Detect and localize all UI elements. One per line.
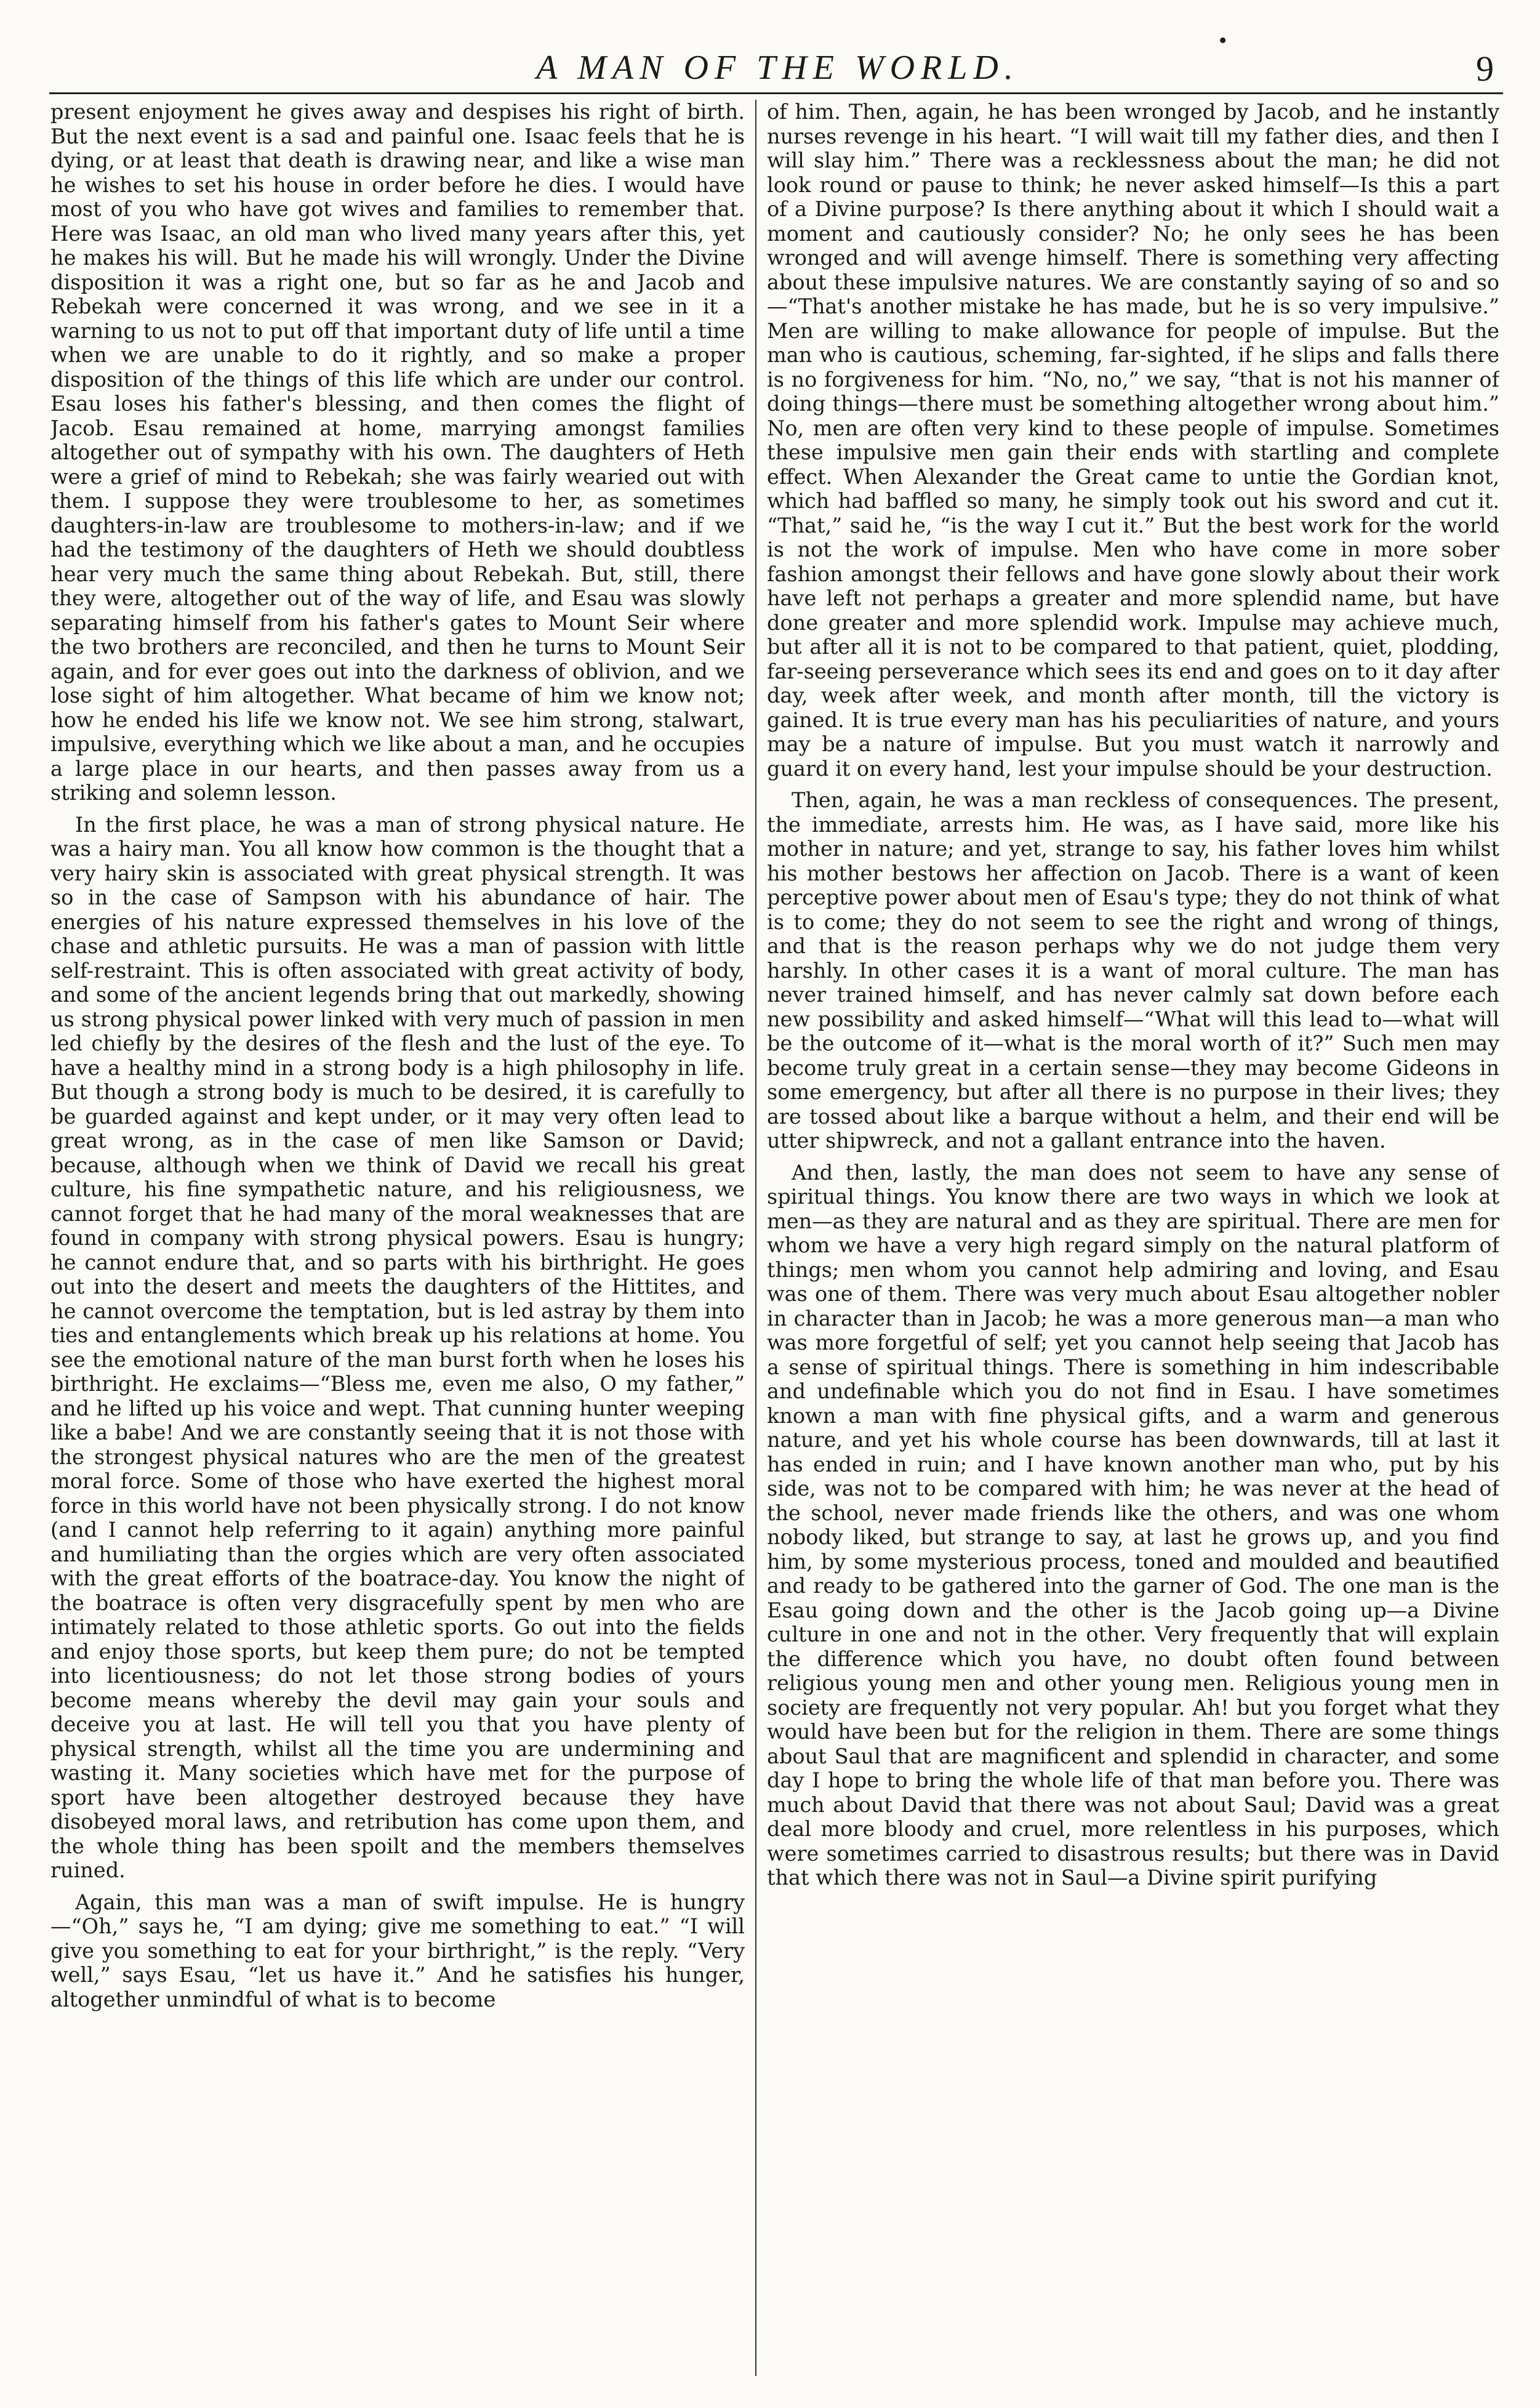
paragraph: And then, lastly, the man does not seem to have any sense of spiritual things. You know there are two ways in which we look at men—as they are natural and as they are spiritual. There are men for whom we have a very high regard simply on the natural platform of things; men whom you cannot help admiring and loving, and Esau was one of them. There was very much about Esau altogether nobler in character than in Jacob; he was a more generous man—a man who was more forgetful of self; yet you cannot help seeing that Jacob has a sense of spiritual things. There is something in him indescribable and undefinable which you do not find in Esau. I have sometimes known a man with fine physical gifts, and a warm and generous nature, and yet his whole course has been downwards, till at last it has ended in ruin; and I have known another man who, put by his side, was not to be compared with him; he was never at the head of the school, never made friends like the others, and was one whom nobody liked, but strange to say, at last he grows up, and you find him, by some mysterious process, toned and moulded and beautified and ready to be gathered into the garner of God. The one man is the Esau going down and the other is the Jacob going up—a Divine culture in one and not in the other. Very frequently that will explain the difference which you have, no doubt often found between religious young men and other young men. Religious young men in society are frequently not very popular. Ah! but you forget what they would have been but for the religion in them. There are some things about Saul that are magnificent and splendid in character, and some day I hope to bring the whole life of that man before you. There was much about David that there was not about Saul; David was a great deal more bloody and cruel, more relentless in his purposes, which were sometimes carried to disastrous results; but there was in David that which there was not in Saul—a Divine spirit purifying: [767, 1160, 1499, 1890]
running-header: [49, 23, 1506, 97]
paragraph: Then, again, he was a man reckless of consequences. The present, the immediate, arrests him. He was, as I have said, more like his mother in nature; and yet, strange to say, his father loves him whilst his mother bestows her affection on Jacob. There is a want of keen perceptive power about men of Esau's type; they do not think of what is to come; they do not seem to see the right and wrong of things, and that is the reason perhaps why we do not judge them very harshly. In other cases it is a want of moral culture. The man has never trained himself, and has never calmly sat down before each new possibility and asked himself—“What will this lead to—what will be the outcome of it—what is the moral worth of it?” Such men may become truly great in a certain sense—they may become Gideons in some emergency, but after all there is no purpose in their lives; they are tossed about like a barque without a helm, and their end will be utter shipwreck, and not a gallant entrance into the haven.: [767, 788, 1499, 1153]
paragraph: of him. Then, again, he has been wronged by Jacob, and he instantly nurses revenge in his heart. “I will wait till my father dies, and then I will slay him.” There was a recklessness about the man; he did not look round or pause to think; he never asked himself—Is this a part of a Divine purpose? Is there anything about it which I should wait a moment and cautiously consider? No; he only sees he has been wronged and will avenge himself. There is something very affecting about these impulsive natures. We are constantly saying of so and so—“That's another mistake he has made, but he is so very impulsive.” Men are willing to make allowance for people of impulse. But the man who is cautious, scheming, far-sighted, if he slips and falls there is no forgiveness for him. “No, no,” we say, “that is not his manner of doing things—there must be something altogether wrong about him.” No, men are often very kind to these people of impulse. Sometimes these impulsive men gain their ends with startling and complete effect. When Alexander the Great came to untie the Gordian knot, which had baffled so many, he simply took out his sword and cut it. “That,” said he, “is the way I cut it.” But the best work for the world is not the work of impulse. Men who have come in more sober fashion amongst their fellows and have gone slowly about their work have left not perhaps a greater and more splendid name, but have done greater and more splendid work. Impulse may achieve much, but after all it is not to be compared to that patient, quiet, plodding, far-seeing perseverance which sees its end and goes on to it day after day, week after week, and month after month, till the victory is gained. It is true every man has his peculiarities of nature, and yours may be a nature of impulse. But you must watch it narrowly and guard it on every hand, lest your impulse should be your destruction.: [767, 100, 1499, 781]
paragraph: present enjoyment he gives away and despises his right of birth. But the next event is a sad and painful one. Isaac feels that he is dying, or at least that death is drawing near, and like a wise man he wishes to set his house in order before he dies. I would have most of you who have got wives and families to remember that. Here was Isaac, an old man who lived many years after this, yet he makes his will. But he made his will wrongly. Under the Divine disposition it was a right one, but so far as he and Jacob and Rebekah were concerned it was wrong, and we see in it a warning to us not to put off that important duty of life until a time when we are unable to do it rightly, and so make a proper disposition of the things of this life which are under our control. Esau loses his father's blessing, and then comes the flight of Jacob. Esau remained at home, marrying amongst families altogether out of sympathy with his own. The daughters of Heth were a grief of mind to Rebekah; she was fairly wearied out with them. I suppose they were troublesome to her, as sometimes daughters-in-law are troublesome to mothers-in-law; and if we had the testimony of the daughters of Heth we should doubtless hear very much the same thing about Rebekah. But, still, there they were, altogether out of the way of life, and Esau was slowly separating himself from his father's gates to Mount Seir where the two brothers are reconciled, and then he turns to Mount Seir again, and for ever goes out into the darkness of oblivion, and we lose sight of him altogether. What became of him we know not; how he ended his life we know not. We see him strong, stalwart, impulsive, everything which we like about a man, and he occupies a large place in our hearts, and then passes away from us a striking and solemn lesson.: [50, 100, 745, 805]
left-column: [50, 100, 745, 2377]
right-column: [767, 100, 1499, 2377]
running-title: A MAN OF THE WORLD.: [536, 49, 1019, 87]
column-rule: [755, 100, 756, 2376]
page-number: 9: [1476, 49, 1494, 89]
paragraph: Again, this man was a man of swift impulse. He is hungry—“Oh,” says he, “I am dying; give me something to eat.” “I will give you something to eat for your birthright,” is the reply. “Very well,” says Esau, “let us have it.” And he satisfies his hunger, altogether unmindful of what is to become: [50, 1890, 745, 2011]
header-rule: [49, 92, 1503, 94]
paragraph: In the first place, he was a man of strong physical nature. He was a hairy man. You all know how common is the thought that a very hairy skin is associated with great physical strength. It was so in the case of Sampson with his abundance of hair. The energies of his nature expressed themselves in his love of the chase and athletic pursuits. He was a man of passion with little self-restraint. This is often associated with great activity of body, and some of the ancient legends bring that out markedly, showing us strong physical power linked with very much of passion in men led chiefly by the desires of the flesh and the lust of the eye. To have a healthy mind in a strong body is a high philosophy in life. But though a strong body is much to be desired, it is carefully to be guarded against and kept under, or it may very often lead to great wrong, as in the case of men like Samson or David; because, although when we think of David we recall his great culture, his fine sympathetic nature, and his religiousness, we cannot forget that he had many of the moral weaknesses that are found in company with strong physical powers. Esau is hungry; he cannot endure that, and so parts with his birthright. He goes out into the desert and meets the daughters of the Hittites, and he cannot overcome the temptation, but is led astray by them into ties and entanglements which break up his relations at home. You see the emotional nature of the man burst forth when he loses his birthright. He exclaims—“Bless me, even me also, O my father,” and he lifted up his voice and wept. That cunning hunter weeping like a babe! And we are constantly seeing that it is not those with the strongest physical natures who are the men of the greatest moral force. Some of those who have exerted the highest moral force in this world have not been physically strong. I do not know (and I cannot help referring to it again) anything more painful and humiliating than the orgies which are very often associated with the great efforts of the boatrace-day. You know the night of the boatrace is often very disgracefully spent by men who are intimately related to those athletic sports. Go out into the fields and enjoy those sports, but keep them pure; do not be tempted into licentiousness; do not let those strong bodies of yours become means whereby the devil may gain your souls and deceive you at last. He will tell you that you have plenty of physical strength, whilst all the time you are undermining and wasting it. Many societies which have met for the purpose of sport have been altogether destroyed because they have disobeyed moral laws, and retribution has come upon them, and the whole thing has been spoilt and the members themselves ruined.: [50, 812, 745, 1882]
header-dot: •: [1219, 28, 1227, 54]
